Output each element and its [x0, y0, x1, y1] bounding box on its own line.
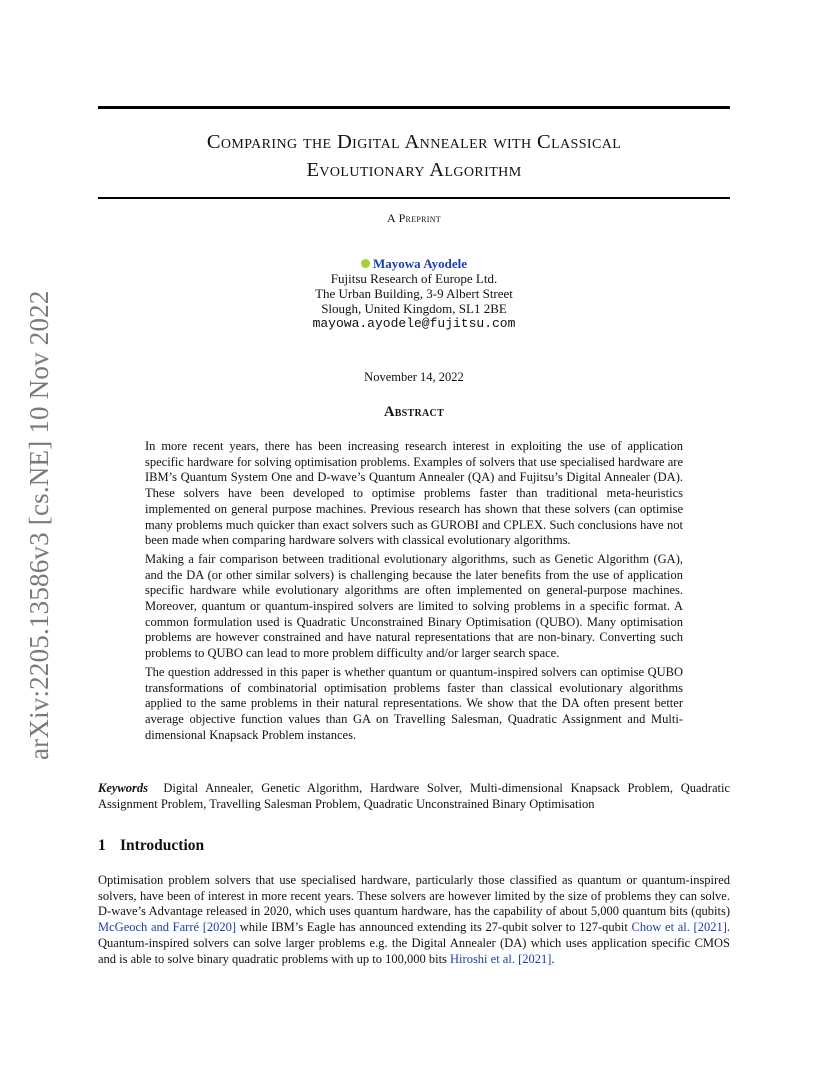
- section-title: Introduction: [120, 837, 205, 854]
- arxiv-sidebar-stamp: arXiv:2205.13586v3 [cs.NE] 10 Nov 2022: [24, 290, 54, 760]
- author-email[interactable]: mayowa.ayodele@fujitsu.com: [312, 316, 516, 331]
- intro-paragraph: [98, 873, 730, 967]
- title-line-2: Evolutionary Algorithm: [306, 159, 522, 181]
- title-line-1: Comparing the Digital Annealer with Classical: [206, 131, 622, 153]
- citation-link[interactable]: McGeoch and Farré [2020]: [98, 920, 237, 935]
- intro-text: Optimisation problem solvers that use specialised hardware, particularly those classified as quantum or quantum-inspired solvers, have been of interest in more recent years. These solvers are however limited by the size of problems they can solve. D-wave’s Advantage released in 2020, which uses quantum hardware, has the capability of about 5,000 quantum bits (qubits): [98, 873, 730, 919]
- section-heading: [98, 837, 204, 855]
- abstract-paragraph: The question addressed in this paper is whether quantum or quantum-inspired solvers can optimise QUBO transformations of combinatorial optimisation problems faster than classical evolutionary algorithms applied to the same problems in their natural representations. We show that the DA often present better average objective function values than GA on Travelling Salesman, Quadratic Assignment and Multi-dimensional Knapsack Problem instances.: [145, 664, 683, 742]
- title-rule-bottom: [98, 197, 730, 199]
- abstract-paragraph: In more recent years, there has been increasing research interest in exploiting the use of application specific hardware for solving optimisation problems. Examples of solvers that use specialised hardware are IBM’s Quantum System One and D-wave’s Quantum Annealer (QA) and Fujitsu’s Digital Annealer (DA). These solvers have been developed to optimise problems faster than traditional meta-heuristics implemented on general purpose machines. Previous research has shown that these solvers (can optimise many problems much quicker than exact solvers such as GUROBI and CPLEX. Such conclusions have not been made when comparing hardware solvers with classical evolutionary algorithms.: [145, 439, 683, 548]
- intro-text: . Quantum-inspired solvers can solve larger problems e.g. the Digital Annealer (DA) which uses application specific CMOS and is able to solve binary quadratic problems with up to 100,000 bits: [98, 920, 730, 966]
- abstract-body: [145, 439, 683, 746]
- keywords-list: Digital Annealer, Genetic Algorithm, Hardware Solver, Multi-dimensional Knapsack Problem, Quadratic Assignment Problem, Travelling Salesman Problem, Quadratic Unconstrained Binary Optimisation: [98, 781, 730, 811]
- orcid-icon[interactable]: [361, 259, 370, 268]
- citation-link[interactable]: Hiroshi et al. [2021]: [450, 951, 552, 966]
- intro-text: .: [551, 951, 555, 966]
- preprint-label: A Preprint: [386, 211, 441, 225]
- intro-text: while IBM’s Eagle has announced extending its 27-qubit solver to 127-qubit: [236, 920, 632, 935]
- keywords: [98, 781, 730, 812]
- citation-link[interactable]: Chow et al. [2021]: [631, 920, 727, 935]
- paper-date: November 14, 2022: [364, 370, 464, 384]
- abstract-heading: Abstract: [383, 404, 445, 420]
- author-block: [98, 256, 730, 331]
- author-address-1: The Urban Building, 3-9 Albert Street: [315, 286, 513, 301]
- paper-title: [98, 128, 730, 184]
- keywords-label: Keywords: [98, 781, 148, 795]
- section-number: 1: [98, 837, 106, 854]
- title-rule-top: [98, 106, 730, 109]
- author-name[interactable]: Mayowa Ayodele: [373, 256, 467, 271]
- author-address-2: Slough, United Kingdom, SL1 2BE: [321, 301, 507, 316]
- author-affiliation: Fujitsu Research of Europe Ltd.: [330, 271, 498, 286]
- abstract-paragraph: Making a fair comparison between traditional evolutionary algorithms, such as Genetic Algorithm (GA), and the DA (or other similar solvers) is challenging because the later benefits from the use of application specific hardware while evolutionary algorithms are often implemented on general-purpose machines. Moreover, quantum or quantum-inspired solvers are limited to solving problems in a specific format. A common formulation used is Quadratic Unconstrained Binary Optimisation (QUBO). Many optimisation problems are however constrained and have natural representations that are non-binary. Converting such problems to QUBO can lead to more problem difficulty and/or larger search space.: [145, 551, 683, 661]
